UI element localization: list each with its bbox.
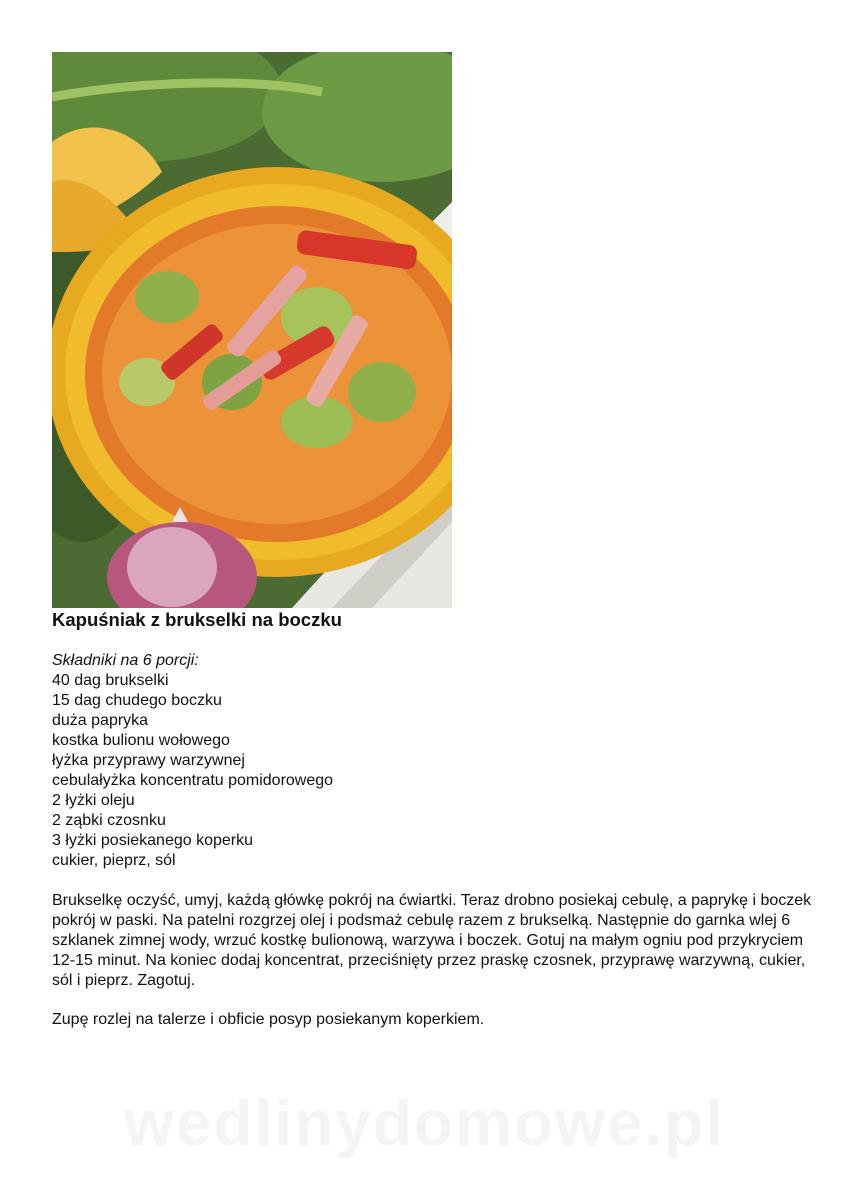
recipe-title: Kapuśniak z brukselki na boczku bbox=[52, 609, 342, 630]
ingredient-item: 2 łyżki oleju bbox=[52, 792, 135, 809]
ingredient-item: 15 dag chudego boczku bbox=[52, 692, 222, 709]
ingredient-item: 40 dag brukselki bbox=[52, 672, 169, 689]
ingredients-section bbox=[52, 651, 812, 871]
ingredient-item: 3 łyżki posiekanego koperku bbox=[52, 832, 254, 849]
soup-bowl-illustration bbox=[52, 52, 452, 608]
ingredient-item: kostka bulionu wołowego bbox=[52, 732, 230, 749]
ingredient-item: cukier, pieprz, sól bbox=[52, 852, 176, 869]
site-watermark: wedlinydomowe.pl bbox=[124, 1087, 725, 1159]
ingredient-item: 2 ząbki czosnku bbox=[52, 812, 166, 829]
ingredients-list bbox=[52, 671, 812, 871]
ingredient-item: duża papryka bbox=[52, 712, 149, 729]
ingredient-item: łyżka przyprawy warzywnej bbox=[52, 752, 245, 769]
ingredient-item: cebulałyżka koncentratu pomidorowego bbox=[52, 772, 334, 789]
serving-paragraph: Zupę rozlej na talerze i obficie posyp posiekanym koperkiem. bbox=[52, 1011, 485, 1028]
recipe-photo bbox=[52, 52, 452, 608]
ingredients-heading: Składniki na 6 porcji: bbox=[52, 652, 199, 669]
instructions-paragraph: Brukselkę oczyść, umyj, każdą główkę pokrój na ćwiartki. Teraz drobno posiekaj cebulę, a paprykę i boczek pokrój w paski. Na patelni rozgrzej olej i podsmaż cebulę razem z brukselką. Następnie do garnka wlej 6 szklanek zimnej wody, wrzuć kostkę bulionową, warzywa i boczek. Gotuj na małym ogniu pod przykryciem 12-15 minut. Na koniec dodaj koncentrat, przeciśnięty przez praskę czosnek, przyprawę warzywną, cukier, sól i pieprz. Zagotuj. bbox=[52, 892, 812, 989]
